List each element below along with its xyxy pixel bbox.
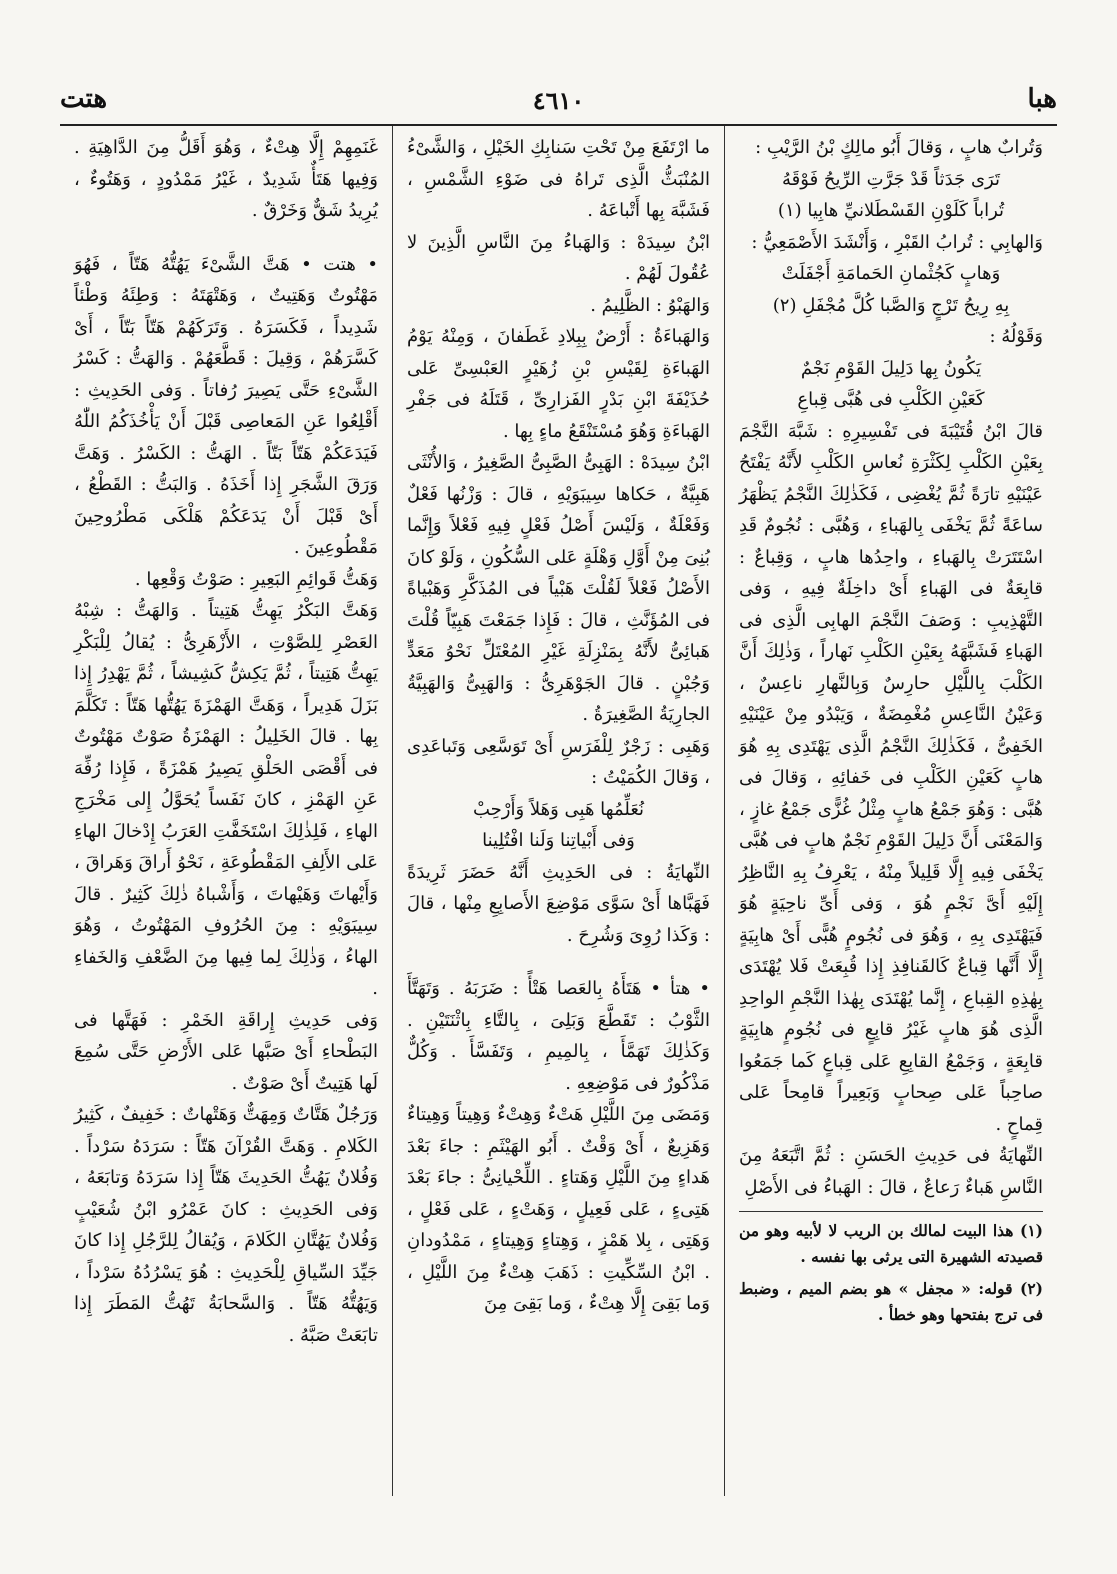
paragraph: قالَ ابْنُ قُتَيْبَةَ فى تَفْسِيرِهِ : شَبَّهَ النَّجْمَ بِعَيْنِ الكَلْبِ لِكَثْرَةِ نُعاسِ الكَلْبِ لأَنَّهُ يَفْتَحُ عَيْنَيْهِ تارَةً ثُمَّ يُغْضِى ، فَكَذٰلِكَ النَّجْمُ يَظْهَرُ ساعَةً ثُمَّ يَخْفَى بِالهَباءِ ، وَهُبَّى : نُجُومٌ قَدِ اسْتَتَرَتْ بِالهَباءِ ، واحِدُها هابٍ ، وَقِباعٌ : قابِعَةٌ فى الهَباءِ أَىْ داخِلَةٌ فِيهِ ، وَفى التَّهْذِيبِ : وَصَفَ النَّجْمَ الهابِى الَّذِى فى الهَباءِ فَشَبَّهَهُ بِعَيْنِ الكَلْبِ نَهاراً ، وَذٰلِكَ أَنَّ الكَلْبَ بِاللَّيْلِ حارِسٌ وَبِالنَّهارِ ناعِسٌ ، وَعَيْنُ النَّاعِسِ مُغْمِضَةٌ ، وَيَبْدُو مِنْ عَيْنَيْهِ الخَفِىُّ ، فَكَذٰلِكَ النَّجْمُ الَّذِى يَهْتَدِى بِهِ هُوَ هابٍ كَعَيْنِ الكَلْبِ فى خَفائِهِ ، وَقالَ فى هُبَّى : وَهُوَ جَمْعُ هابٍ مِثْلُ غُزًّى جَمْعُ غازٍ ، وَالمَعْنَى أَنَّ دَلِيلَ القَوْمِ نَجْمٌ هابٍ فى هُبَّى يَخْفَى فِيهِ إِلَّا قَلِيلاً مِنْهُ ، يَعْرِفُ بِهِ النَّاظِرُ إِلَيْهِ أَىَّ نَجْمٍ هُوَ ، وَفى أَىِّ ناحِيَةٍ هُوَ فَيَهْتَدِى بِهِ ، وَهُوَ فى نُجُومٍ هُبًّى أَىْ هابِيَةٍ إِلَّا أَنَّها قِباعٌ كَالقَنافِذِ إِذا قُبِعَتْ فَلا يُهْتَدَى بِهٰذِهِ القِباعِ ، إِنَّما يُهْتَدَى بِهٰذا النَّجْمِ الواحِدِ الَّذِى هُوَ هابٍ غَيْرُ قابِعٍ فى نُجُومٍ هابِيَةٍ قابِعَةٍ ، وَجَمْعُ القابِعِ عَلى قِباعٍ كَما جَمَعُوا صاحِباً عَلى صِحابٍ وَبَعِيراً قامِحاً عَلى قِماحٍ .: [739, 420, 1043, 1135]
paragraph: وَفى حَدِيثِ إِراقَةِ الخَمْرِ : فَهَتَّها فى البَطْحاءِ أَىْ صَبَّها عَلى الأَرْضِ حَتَّى سُمِعَ لَها هَتِيتٌ أَىْ صَوْتٌ .: [74, 1009, 378, 1094]
footnotes: [739, 1211, 1043, 1328]
paragraph: وَهَتُّ قَوائِمِ البَعِيرِ : صَوْتُ وَقْعِها .: [134, 568, 378, 590]
header-root-right: هبا: [1027, 84, 1057, 114]
paragraph: ابْنُ سِيدَهْ : وَالهَباءُ مِنَ النَّاسِ الَّذِينَ لا عُقُولَ لَهُمْ .: [407, 231, 710, 284]
verse-line: نُعَلِّمُها هَبِى وَهَلاً وَأَرْحِبْ: [472, 798, 645, 820]
paragraph: وَتُرابٌ هابٍ ، وَقالَ أَبُو مالِكٍ بْنُ الرَّيْبِ :: [755, 137, 1043, 158]
paragraph: ما ارْتَفَعَ مِنْ تَحْتِ سَنابِكِ الخَيْلِ ، وَالشَّىْءُ المُنْبَثُّ الَّذِى تَراهُ فى ضَوْءِ الشَّمْسِ ، فَشَبَّهَ بِها أَتْباعَهُ .: [407, 137, 710, 221]
paragraph: وَهَبِى : زَجْرٌ لِلْفَرَسِ أَىْ تَوَسَّعِى وَتَباعَدِى ، وَقالَ الكُمَيْتُ :: [407, 735, 710, 788]
paragraph: وَالهَبْوُ : الظَّلِيمُ .: [590, 294, 710, 316]
verse-line: تَرَى جَدَثاً قَدْ جَرَّتِ الرِّيحُ فَوْقَهُ: [782, 168, 1000, 190]
header-root-left: هتت: [60, 84, 108, 114]
column-left: [60, 126, 392, 1496]
paragraph: غَنَمِهِمْ إِلَّا هِتْءٌ ، وَهُوَ أَقَلُّ مِنَ الدَّاهِيَةِ . وَفِيها هَتَأٌ شَدِيدٌ ، غَيْرُ مَمْدُودٍ ، وَهَتُوءٌ ، يُرِيدُ شَقٌّ وَخَرْقٌ .: [74, 137, 378, 221]
paragraph: وَالهَباءَةُ : أَرْضٌ بِبِلادِ غَطَفانَ ، وَمِنْهُ يَوْمُ الهَباءَةِ لِقَيْسِ بْنِ زُهَيْرٍ العَبْسِىِّ عَلى حُذَيْفَةَ ابْنِ بَدْرٍ الفَزارِىِّ ، قَتَلَهُ فى جَفْرِ الهَباءَةِ وَهُوَ مُسْتَنْقَعُ ماءٍ بِها .: [407, 326, 710, 442]
page-header: [60, 78, 1057, 126]
verse-line: وَفى أَبْياتِنا وَلَنا افْتُلِينا: [482, 830, 635, 851]
footnote: (٢) قوله: « مجفل » هو بضم الميم ، وضبط فى ترج بفتحها وهو خطأ .: [739, 1279, 1043, 1324]
entry-heading-paragraph: • هتأ • هَتَأَهُ بِالعَصا هَتْأً : ضَرَبَهُ . وَتَهَتَّأَ الثَّوْبُ : تَقَطَّعَ وَبَلِىَ ، بِالتَّاءِ بِاثْنَتَيْنِ . وَكَذٰلِكَ تَهَمَّأَ ، بِالمِيمِ ، وَتَفَسَّأَ . وَكُلٌّ مَذْكُورٌ فى مَوْضِعِهِ .: [407, 978, 710, 1094]
paragraph: وَهَتَّ البَكْرُ يَهِتُّ هَتِيتاً . وَالهَتُّ : شِبْهُ العَصْرِ لِلصَّوْتِ ، الأَزْهَرِىُّ : يُقالُ لِلْبَكْرِ يَهِتُّ هَتِيتاً ، ثُمَّ يَكِشُّ كَشِيشاً ، ثُمَّ يَهْدِرُ إِذا بَزَلَ هَدِيراً ، وَهَتَّ الهَمْزَةَ يَهُتُّها هَتّاً : تَكَلَّمَ بِها . قالَ الخَلِيلُ : الهَمْزَةُ صَوْتٌ مَهْتُوتٌ فى أَقْصَى الحَلْقِ يَصِيرُ هَمْزَةً ، فَإِذا رُفِّهَ عَنِ الهَمْزِ ، كانَ نَفَساً يُحَوَّلُ إِلى مَخْرَجِ الهاءِ ، فَلِذٰلِكَ اسْتَخَفَّتِ العَرَبُ إِدْخالَ الهاءِ عَلى الأَلِفِ المَقْطُوعَةِ ، نَحْوُ أَراقَ وَهَراقَ ، وَأَيْهاتَ وَهَيْهاتَ ، وَأَشْباهُ ذٰلِكَ كَثِيرٌ . قالَ سِيبَوَيْهِ : مِنَ الحُرُوفِ المَهْتُوتُ ، وَهُوَ الهاءُ ، وَذٰلِكَ لِما فِيها مِنَ الضَّعْفِ وَالخَفاءِ .: [74, 600, 378, 999]
paragraph: ابْنُ سِيدَهْ : الهَبِىُّ الصَّبِىُّ الصَّغِيرُ ، وَالأُنْثَى هَبِيَّةٌ ، حَكاها سِيبَوَيْهِ ، قالَ : وَزْنُها فَعْلٌ وَفَعْلَةٌ ، وَلَيْسَ أَصْلُ فَعْلٍ فِيهِ فَعْلاً وَإِنَّما بُنِىَ مِنْ أَوَّلِ وَهْلَةٍ عَلى السُّكُونِ ، وَلَوْ كانَ الأَصْلُ فَعْلاً لَقُلْتَ هَبْياً فى المُذَكَّرِ وَهَبْياةً فى المُؤَنَّثِ ، قالَ : فَإِذا جَمَعْتَ هَبِيّاً قُلْتَ هَبائِىُّ لأَنَّهُ بِمَنْزِلَةِ غَيْرِ المُعْتَلِّ نَحْوُ مَعَدٍّ وَجُبْنٍ . قالَ الجَوْهَرِىُّ : وَالهَبِىُّ وَالهَبِيَّةُ الجارِيَةُ الصَّغِيرَةُ .: [407, 452, 710, 725]
verse-line: بِهِ رِيحُ تَرْجٍ وَالصَّبا كُلَّ مُجْفَلِ (٢): [772, 294, 1010, 316]
entry-heading-paragraph: • هتت • هَتَّ الشَّىْءَ يَهُتُّهُ هَتّاً ، فَهُوَ مَهْتُوتٌ وَهَتِيتٌ ، وَهَتْهَتَهُ : وَطِئَهُ وَطْئاً شَدِيداً ، فَكَسَرَهُ . وَتَرَكَهُمْ هَتّاً بَتّاً ، أَىْ كَسَّرَهُمْ ، وَقِيلَ : قَطَّعَهُمْ . وَالهَتُّ : كَسْرُ الشَّىْءِ حَتَّى يَصِيرَ رُفاتاً . وَفى الحَدِيثِ : أَقْلِعُوا عَنِ المَعاصِى قَبْلَ أَنْ يَأْخُذَكُمُ اللّٰهُ فَيَدَعَكُمْ هَتّاً بَتّاً . الهَتُّ : الكَسْرُ . وَهَتَّ وَرَقَ الشَّجَرِ إِذا أَخَذَهُ . وَالبَتُّ : القَطْعُ ، أَىْ قَبْلَ أَنْ يَدَعَكُمْ هَلْكَى مَطْرُوحِينَ مَقْطُوعِينَ .: [74, 253, 378, 558]
column-middle: [392, 126, 725, 1496]
paragraph: وَالهابِي : تُرابُ القَبْرِ ، وَأَنْشَدَ الأَصْمَعِيُّ :: [751, 231, 1043, 253]
column-right: [725, 126, 1057, 1496]
page-number: ٤٦١٠: [532, 86, 585, 115]
paragraph: وَمَضَى مِنَ اللَّيْلِ هَتْءٌ وَهِتْءٌ وَهِيتاً وَهِيتاءٌ وَهَزِيعٌ ، أَىْ وَقْتٌ . أَبُو الهَيْثَمِ : جاءَ بَعْدَ هَداءٍ مِنَ اللَّيْلِ وَهَتاءٍ . اللِّحْيانِىُّ : جاءَ بَعْدَ هَتِىءٍ ، عَلى فَعِيلٍ ، وَهَتْءٍ ، عَلى فَعْلٍ ، وَهَتِى ، بِلا هَمْزٍ ، وَهِتاءٍ وَهِيتاءٍ ، مَمْدُودانِ . ابْنُ السِّكِّيتِ : ذَهَبَ هِتْءٌ مِنَ اللَّيْلِ ، وَما بَقِىَ إِلَّا هِتْءٌ ، وَما بَقِىَ مِنَ: [407, 1104, 710, 1314]
paragraph: النِّهايَةُ : فى الحَدِيثِ أَنَّهُ حَضَرَ ثَرِيدَةً فَهَبَّاها أَىْ سَوَّى مَوْضِعَ الأَصابِعِ مِنْها ، قالَ : وَكَذا رُوِىَ وَشُرِحَ .: [407, 861, 710, 946]
verse-line: كَعَيْنِ الكَلْبِ فى هُبَّى قِباعِ: [797, 389, 985, 410]
paragraph: النِّهايَةُ فى حَدِيثِ الحَسَنِ : ثُمَّ اتَّبَعَهُ مِنَ النَّاسِ هَباءٌ رَعاعٌ ، قالَ : الهَباءُ فى الأَصْلِ: [739, 1145, 1043, 1198]
paragraph: وَقَوْلُهُ :: [989, 326, 1043, 347]
verse-line: يَكُونُ بِها دَلِيلَ القَوْمِ نَجْمٌ: [800, 357, 982, 379]
verse-line: وَهابٍ كَجُثْمانِ الحَمامَةِ أَجْفَلَتْ: [781, 263, 1001, 284]
verse-line: تُراباً كَلَوْنِ القَسْطَلانيِّ هابِيا (١): [777, 200, 1005, 221]
paragraph: وَرَجُلٌ هَتَّاتٌ وَمِهَتٌّ وَهَتْهاتٌ : خَفِيفٌ ، كَثِيرُ الكَلامِ . وَهَتَّ القُرْآنَ هَتّاً : سَرَدَهُ سَرْداً . وَفُلانٌ يَهُتُّ الحَدِيثَ هَتّاً إِذا سَرَدَهُ وَتابَعَهُ ، وَفى الحَدِيثِ : كانَ عَمْرُو ابْنُ شُعَيْبٍ وَفُلانٌ يَهُتَّانِ الكَلامَ ، وَيُقالُ لِلرَّجُلِ إِذا كانَ جَيِّدَ السِّياقِ لِلْحَدِيثِ : هُوَ يَسْرُدُهُ سَرْداً ، وَيَهُتُّهُ هَتّاً . وَالسَّحابَةُ تَهُتُّ المَطَرَ إِذا تابَعَتْ صَبَّهُ .: [74, 1104, 378, 1346]
text-columns: [60, 126, 1057, 1496]
footnote: (١) هذا البيت لمالك بن الريب لا لأبيه وهو من قصيدته الشهيرة التى يرثى بها نفسه .: [739, 1221, 1043, 1266]
